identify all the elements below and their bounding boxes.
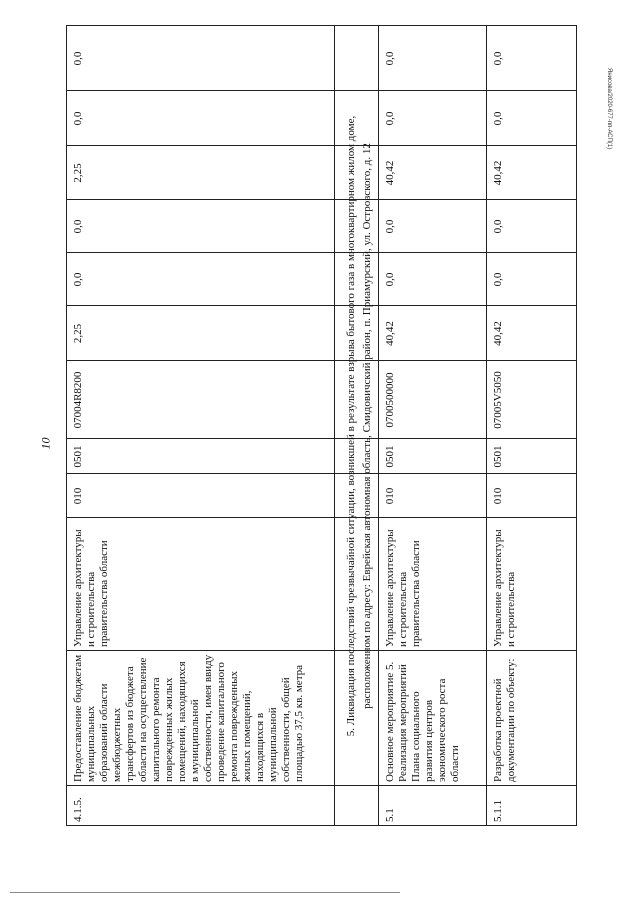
document-code: Янисова/2020-677-пп-АСП(1) [606,68,612,150]
executor: Управление архитектуры и строительства правительства области [72,529,110,647]
value-total: 40,42 [384,321,396,346]
rzpr-code: 0501 [492,445,504,468]
value: 0,0 [72,272,84,287]
row-border [334,25,335,826]
csr-code: 0700500000 [384,372,396,428]
rzpr-code: 0501 [384,445,396,468]
csr-code: 07005V5050 [492,371,504,429]
value: 2,25 [72,163,84,183]
value: 0,0 [72,219,84,234]
value: 40,42 [384,160,396,186]
row-border [486,25,487,826]
col-border [66,825,577,826]
executor: Управление архитектуры и строительства правительства области [384,529,422,647]
row-border [378,25,379,826]
value: 0,0 [384,219,396,234]
row-number: 5.1.1 [492,800,504,822]
value: 0,0 [492,219,504,234]
value: 0,0 [492,272,504,287]
rzpr-code: 0501 [72,445,84,468]
row-number: 4.1.5. [72,797,84,822]
grbs-code: 010 [384,487,396,505]
csr-code: 07004R8200 [72,371,84,429]
executor: Управление архитектуры и строительства [492,529,517,647]
value: 0,0 [492,51,504,66]
value: 0,0 [72,51,84,66]
col-border [66,785,577,786]
rotated-table-page [66,25,577,826]
measure-name: Предоставление бюджетам муниципальных образований области межбюджетных трансфертов из бюджета области на осуществление капитального ремонта поврежденных жилых помещений, находящихся в муниципальной собственности, имея ввиду проведение капитального ремонта поврежденных жилых помещений, находящихся в муниципальной собственности, общей площадью 37,5 кв. метра [72,654,305,782]
measure-name: Разработка проектной документации по объекту: [492,658,517,782]
row-border [576,25,577,826]
page-number: 10 [38,437,53,450]
bottom-divider [10,892,400,893]
grbs-code: 010 [72,487,84,505]
section-heading-line: 5. Ликвидация последствий чрезвычайной ситуации, возникшей в результате взрыва бытового газа в многоквартирном жилом доме, [345,115,357,737]
value-total: 40,42 [492,321,504,346]
value: 0,0 [384,272,396,287]
value: 0,0 [72,111,84,126]
value: 0,0 [384,51,396,66]
value-total: 2,25 [72,323,84,344]
value: 40,42 [492,160,504,186]
value: 0,0 [492,111,504,126]
measure-name: Основное мероприятие 5. Реализация мероприятий Плана социального развития центров экономического роста области [384,661,461,782]
grbs-code: 010 [492,487,504,505]
row-number: 5.1 [384,808,396,822]
section-heading-line: расположенном по адресу: Еврейская автономная область, Смидовичский район, п. Приамурский, ул. Островского, д. 12 [361,143,373,709]
value: 0,0 [384,111,396,126]
col-border [66,650,577,651]
row-border [66,25,67,826]
